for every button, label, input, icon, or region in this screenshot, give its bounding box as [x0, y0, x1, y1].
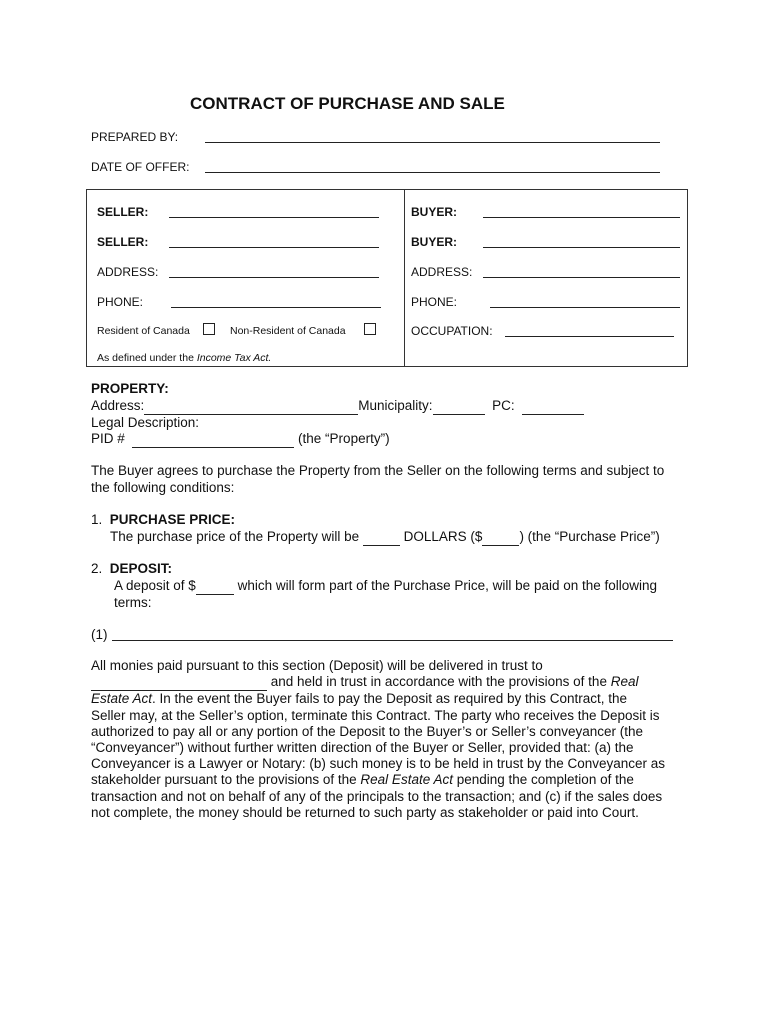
intro-line-2: the following conditions:	[91, 480, 235, 495]
deposit-terms-label: terms:	[114, 595, 152, 610]
document-title: CONTRACT OF PURCHASE AND SALE	[190, 94, 505, 113]
buyer-label-2: BUYER:	[411, 235, 458, 249]
buyer-label-1: BUYER:	[411, 205, 458, 219]
buyer-address-label: ADDRESS:	[411, 265, 473, 279]
prepared-by-field[interactable]	[205, 142, 660, 143]
monies-line-4: Seller may, at the Seller’s option, terminate this Contract. The party who receives the Deposit is	[91, 707, 660, 723]
purchase-price-words-field[interactable]	[363, 529, 400, 546]
deposit-text-a: A deposit of $	[114, 578, 196, 593]
resident-checkbox[interactable]	[203, 323, 215, 335]
prepared-by-label: PREPARED BY:	[91, 130, 179, 144]
deposit-item-1-label: (1)	[91, 627, 108, 642]
non-resident-checkbox[interactable]	[364, 323, 376, 335]
seller-phone-label: PHONE:	[97, 295, 144, 309]
purchase-price-number: 1.	[91, 512, 103, 527]
intro-line-1: The Buyer agrees to purchase the Property from the Seller on the following terms and subject to	[91, 463, 665, 478]
monies-line-6: “Conveyancer”) without further written direction of the Buyer or Seller, provided that: (a) the	[91, 740, 634, 756]
buyer-phone-label: PHONE:	[411, 295, 458, 309]
pc-label: PC:	[492, 398, 515, 413]
monies-line-1: All monies paid pursuant to this section (Deposit) will be delivered in trust to	[91, 658, 543, 673]
municipality-label: Municipality:	[358, 398, 433, 413]
parties-divider	[404, 189, 405, 366]
monies-line-2b: Real	[610, 674, 639, 690]
resident-label: Resident of Canada	[97, 325, 190, 337]
seller-phone-field[interactable]	[171, 307, 381, 308]
legal-description-label: Legal Description:	[91, 415, 200, 430]
municipality-field[interactable]	[433, 398, 485, 415]
deposit-item-1-field[interactable]	[112, 640, 673, 641]
date-of-offer-field[interactable]	[205, 172, 660, 173]
purchase-price-heading: PURCHASE PRICE:	[109, 512, 236, 527]
monies-line-8a: stakeholder pursuant to the provisions of the	[91, 772, 361, 788]
monies-line-3a: Estate Act	[91, 691, 153, 707]
monies-line-3b: . In the event the Buyer fails to pay the Deposit as required by this Contract, the	[152, 691, 628, 707]
date-of-offer-label: DATE OF OFFER:	[91, 160, 190, 174]
purchase-price-text-b: DOLLARS ($	[403, 529, 483, 544]
monies-line-7: Conveyancer is a Lawyer or Notary: (b) such money is to be held in trust by the Conveyancer as	[91, 756, 666, 772]
the-property-label: (the “Property”)	[298, 431, 390, 446]
property-address-label: Address:	[91, 398, 145, 413]
deposit-heading: DEPOSIT:	[109, 561, 173, 576]
deposit-heading-row	[91, 561, 172, 577]
trustee-field[interactable]	[91, 674, 267, 691]
seller-address-field[interactable]	[169, 277, 379, 278]
purchase-price-row	[110, 529, 660, 546]
seller-field-1[interactable]	[169, 217, 379, 218]
seller-address-label: ADDRESS:	[97, 265, 159, 279]
seller-label-2: SELLER:	[97, 235, 149, 249]
buyer-address-field[interactable]	[483, 277, 680, 278]
pid-field[interactable]	[132, 431, 294, 448]
pid-row	[91, 431, 390, 448]
deposit-text-b: which will form part of the Purchase Price, will be paid on the following	[237, 578, 658, 593]
pid-label: PID #	[91, 431, 125, 446]
property-heading: PROPERTY:	[91, 381, 169, 396]
monies-line-5: authorized to pay all or any portion of the Deposit to the Buyer’s or Seller’s conveyancer (the	[91, 723, 644, 739]
occupation-field[interactable]	[505, 336, 674, 337]
income-tax-note-prefix: As defined under the	[97, 352, 197, 364]
monies-line-8b: Real Estate Act	[360, 772, 453, 788]
property-address-row	[91, 398, 584, 415]
monies-paragraph	[91, 658, 680, 821]
income-tax-note	[97, 352, 271, 364]
deposit-amount-field[interactable]	[196, 578, 234, 595]
purchase-price-text-a: The purchase price of the Property will be	[110, 529, 360, 544]
occupation-label: OCCUPATION:	[411, 324, 493, 338]
pc-field[interactable]	[522, 398, 584, 415]
purchase-price-heading-row	[91, 512, 235, 528]
income-tax-act: Income Tax Act.	[196, 352, 272, 364]
buyer-field-2[interactable]	[483, 247, 680, 248]
deposit-row	[114, 578, 657, 595]
purchase-price-amount-field[interactable]	[482, 529, 519, 546]
buyer-phone-field[interactable]	[490, 307, 680, 308]
monies-line-2a: and held in trust in accordance with the provisions of the	[267, 674, 611, 690]
seller-label-1: SELLER:	[97, 205, 149, 219]
monies-line-9: transaction and not on behalf of any of the principals to the transaction; and (c) if the sales does	[91, 788, 663, 804]
monies-line-10: not complete, the money should be returned to such party as stakeholder or paid into Court.	[91, 804, 639, 820]
monies-line-8c: pending the completion of the	[452, 772, 634, 788]
property-address-field[interactable]	[144, 398, 358, 415]
deposit-number: 2.	[91, 561, 103, 576]
parties-box	[86, 189, 688, 367]
purchase-price-text-c: ) (the “Purchase Price”)	[519, 529, 660, 544]
non-resident-label: Non-Resident of Canada	[230, 325, 346, 337]
buyer-field-1[interactable]	[483, 217, 680, 218]
seller-field-2[interactable]	[169, 247, 379, 248]
